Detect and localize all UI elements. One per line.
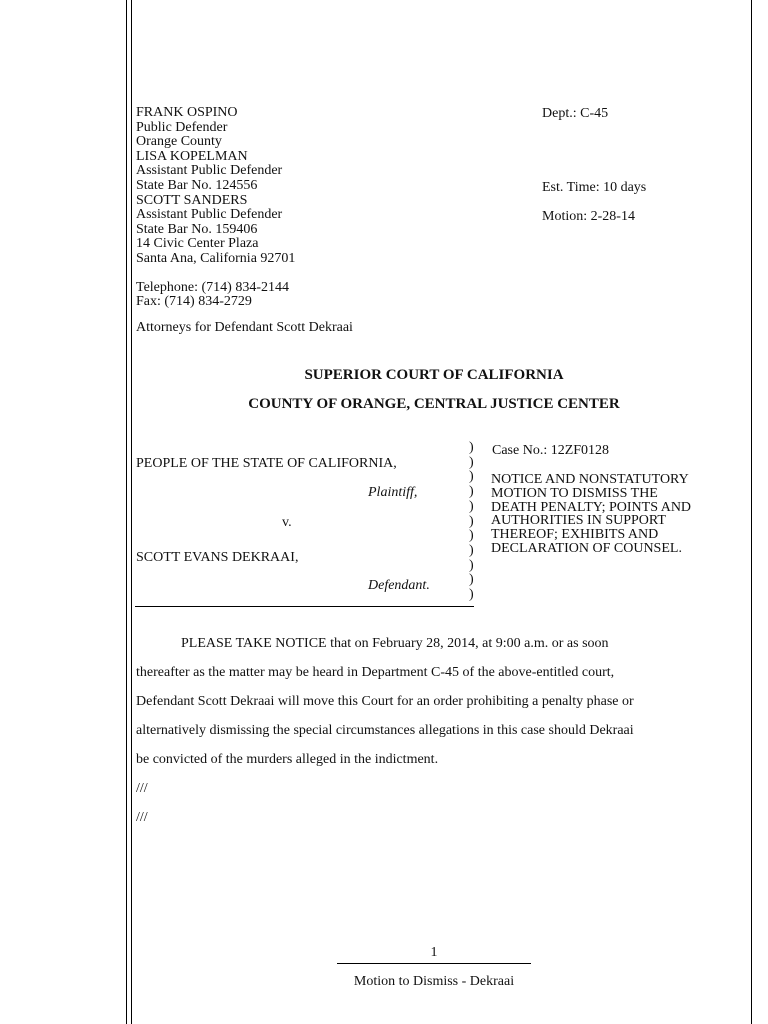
- body-line: be convicted of the murders alleged in the indictment.: [136, 752, 439, 767]
- attorney-line: 14 Civic Center Plaza: [136, 236, 259, 252]
- attorney-line: State Bar No. 124556: [136, 177, 258, 193]
- est-time-label: Est. Time: 10 days: [542, 180, 647, 195]
- motion-title-line: DEATH PENALTY; POINTS AND: [491, 499, 692, 515]
- fax: Fax: (714) 834-2729: [136, 294, 252, 310]
- paren: ): [469, 498, 474, 514]
- continuation-mark: ///: [136, 810, 148, 825]
- paren: ): [469, 469, 474, 485]
- attorney-line: Orange County: [136, 134, 222, 150]
- caption-parentheses: [469, 441, 474, 603]
- caption-divider: [135, 606, 474, 607]
- attorney-header: [136, 106, 353, 335]
- attorneys-for: Attorneys for Defendant Scott Dekraai: [136, 319, 353, 335]
- defendant-role: Defendant.: [368, 578, 430, 593]
- attorney-line: State Bar No. 159406: [136, 221, 258, 237]
- paren: ): [469, 513, 474, 529]
- paren: ): [469, 557, 474, 573]
- paren: ): [469, 440, 474, 455]
- motion-title-line: MOTION TO DISMISS THE: [491, 485, 658, 501]
- motion-title-line: DECLARATION OF COUNSEL.: [491, 540, 682, 556]
- motion-title: [491, 473, 736, 556]
- attorney-line: Public Defender: [136, 119, 228, 135]
- body-line: thereafter as the matter may be heard in Department C-45 of the above-entitled court,: [136, 665, 615, 680]
- motion-title-line: THEREOF; EXHIBITS AND: [491, 527, 659, 543]
- continuation-mark: ///: [136, 781, 148, 796]
- case-number: Case No.: 12ZF0128: [492, 443, 610, 458]
- paren: ): [469, 528, 474, 544]
- page-number: 1: [430, 945, 438, 960]
- right-margin-rule: [751, 0, 752, 1024]
- paren: ): [469, 484, 474, 500]
- body-line: PLEASE TAKE NOTICE that on February 28, 2014, at 9:00 a.m. or as soon: [181, 636, 609, 651]
- motion-date-label: Motion: 2-28-14: [542, 209, 635, 224]
- motion-title-line: NOTICE AND NONSTATUTORY: [491, 472, 689, 487]
- left-margin-rule-outer: [126, 0, 127, 1024]
- motion-title-line: AUTHORITIES IN SUPPORT: [491, 513, 666, 529]
- attorney-line: Assistant Public Defender: [136, 207, 283, 223]
- paren: ): [469, 542, 474, 558]
- paren: ): [469, 454, 474, 470]
- body-line: alternatively dismissing the special circumstances allegations in this case should Dekraai: [136, 723, 634, 738]
- court-county: COUNTY OF ORANGE, CENTRAL JUSTICE CENTER: [248, 396, 620, 412]
- attorney-line: Assistant Public Defender: [136, 163, 283, 179]
- left-margin-rule-inner: [131, 0, 132, 1024]
- attorney-line: Santa Ana, California 92701: [136, 250, 296, 266]
- versus: v.: [282, 515, 292, 530]
- footer-title: Motion to Dismiss - Dekraai: [353, 974, 515, 989]
- footer-divider: [337, 963, 531, 964]
- paren: ): [469, 587, 474, 603]
- plaintiff-name: PEOPLE OF THE STATE OF CALIFORNIA,: [136, 456, 397, 471]
- paren: ): [469, 572, 474, 588]
- body-line: Defendant Scott Dekraai will move this Court for an order prohibiting a penalty phase or: [136, 694, 634, 709]
- attorney-line: LISA KOPELMAN: [136, 148, 248, 164]
- notice-body: [136, 629, 736, 832]
- plaintiff-role: Plaintiff,: [368, 485, 418, 500]
- court-name: SUPERIOR COURT OF CALIFORNIA: [304, 367, 564, 383]
- attorney-line: SCOTT SANDERS: [136, 192, 248, 208]
- dept-label: Dept.: C-45: [542, 106, 609, 121]
- defendant-name: SCOTT EVANS DEKRAAI,: [136, 550, 299, 565]
- attorney-line: FRANK OSPINO: [136, 105, 238, 120]
- telephone: Telephone: (714) 834-2144: [136, 279, 289, 295]
